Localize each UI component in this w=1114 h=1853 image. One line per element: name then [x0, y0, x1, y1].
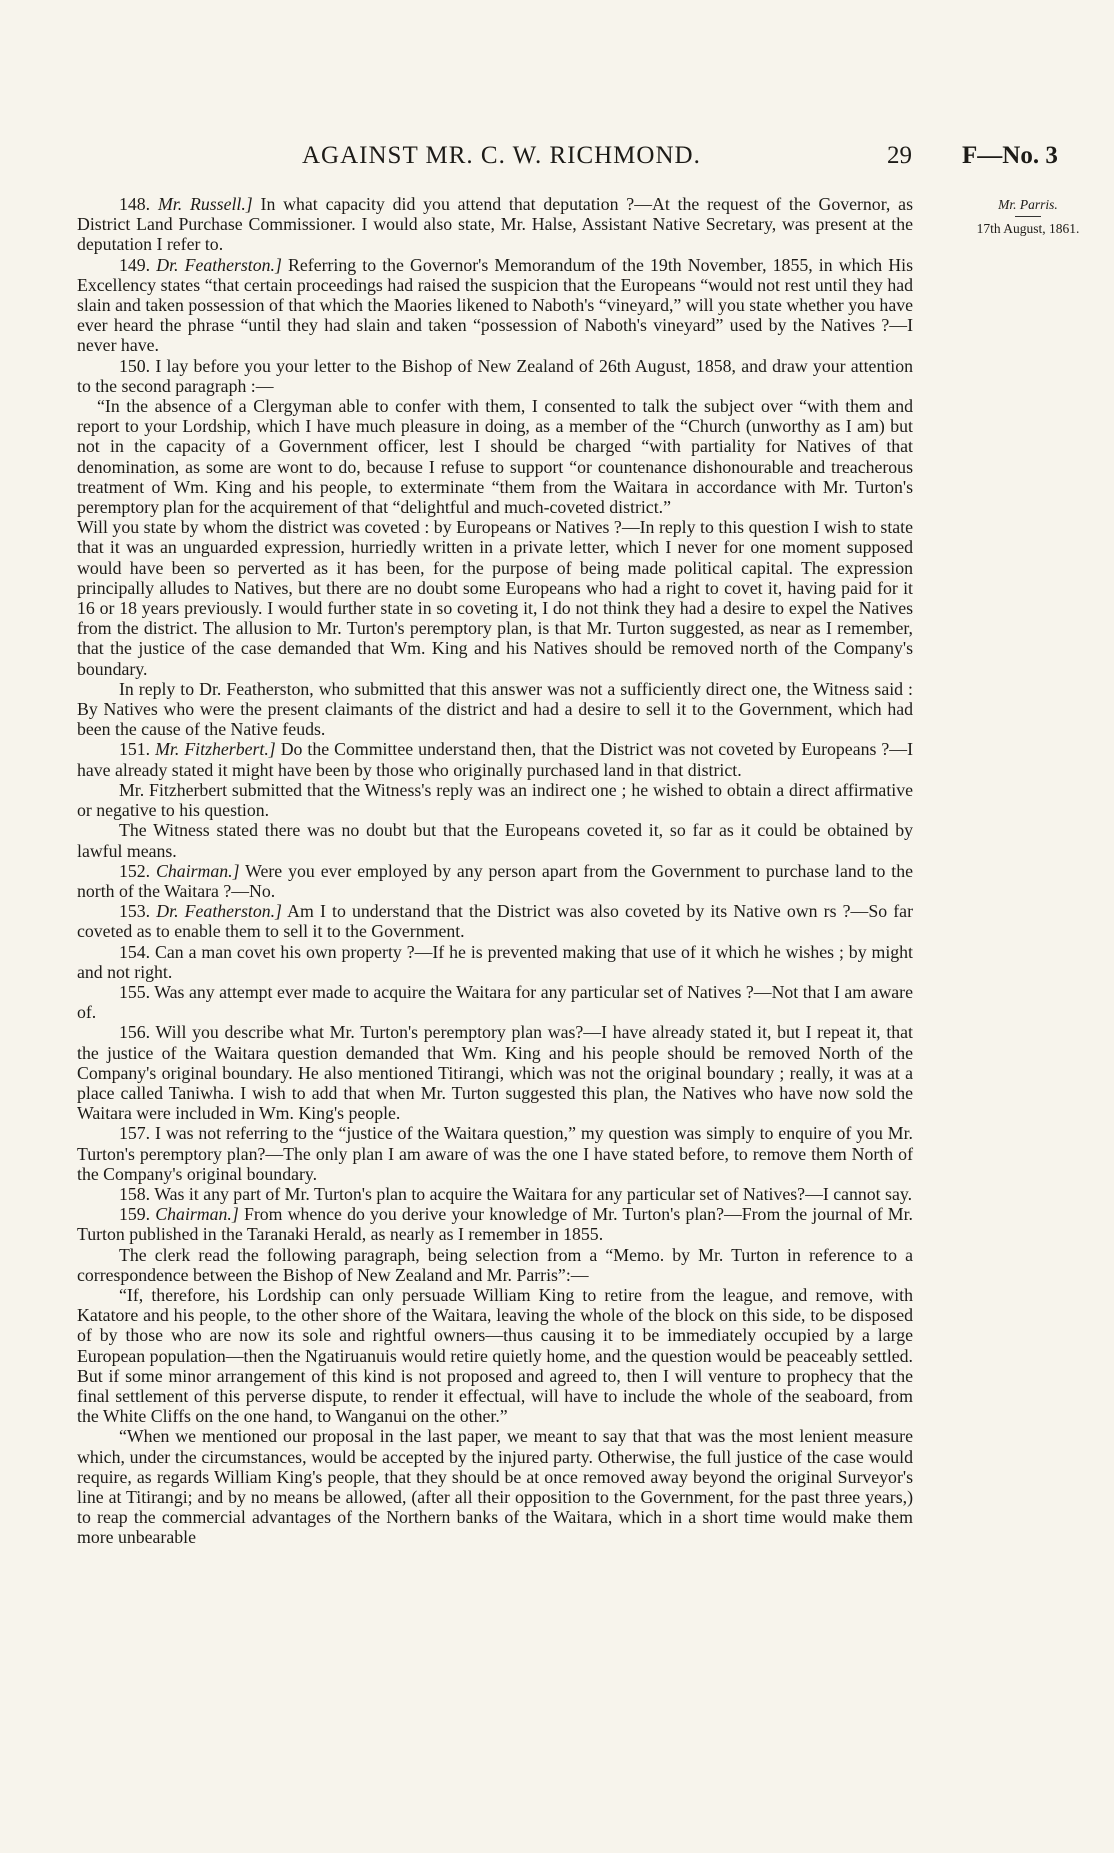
question-152: 152. Chairman.] Were you ever employed by any person apart from the Government to purchase land to the north of the Waitara ?—No.	[77, 860, 913, 901]
document-reference: F—No. 3	[962, 142, 1058, 169]
quoted-memo: “When we mentioned our proposal in the last paper, we meant to say that that was the most lenient measure which, under the circumstances, would be accepted by the injured party. Otherwise, the full justice of the case would require, as regards William King's people, that they should be at once removed away beyond the original Surveyor's line at Titirangi; and by no means be allowed, (after all their opposition to the Government, for the past three years,) to reap the commercial advantages of the Northern banks of the Waitara, which in a short time would make them more unbearable	[77, 1426, 913, 1548]
margin-date: 17th August, 1861.	[976, 221, 1080, 236]
quoted-letter: “In the absence of a Clergyman able to confer with them, I consented to talk the subject over “with them and report to your Lordship, which I have much pleasure in doing, as a member of the “Church (unworthy as I am) but not in the capacity of a Government officer, lest I should be charged “with partiality for Natives of that denomination, as some are wont to do, because I refuse to support “or countenance dishonourable and treacherous treatment of Wm. King and his people, to exterminate “them from the Waitara in accordance with Mr. Turton's peremptory plan for the acquirement of that “delightful and much-coveted district.”	[77, 396, 913, 518]
question-153: 153. Dr. Featherston.] Am I to understand that the District was also coveted by its Native own rs ?—So far coveted as to enable them to sell it to the Government.	[77, 901, 913, 942]
narrative-paragraph: The Witness stated there was no doubt but that the Europeans coveted it, so far as it could be obtained by lawful means.	[77, 820, 913, 861]
question-151: 151. Mr. Fitzherbert.] Do the Committee understand then, that the District was not coveted by Europeans ?—I have already stated it might have been by those who originally purchased land in that district.	[77, 739, 913, 780]
question-157: 157. I was not referring to the “justice of the Waitara question,” my question was simply to enquire of you Mr. Turton's peremptory plan?—The only plan I am aware of was the one I have stated before, to remove them North of the Company's original boundary.	[77, 1123, 913, 1184]
quoted-memo: “If, therefore, his Lordship can only persuade William King to retire from the league, and remove, with Katatore and his people, to the other shore of the Waitara, leaving the whole of the block on this side, to be disposed of by those who are now its sole and rightful owners—thus causing it to be immediately occupied by a large European population—then the Ngatiruanuis would retire quietly home, and the question would be peaceably settled. But if some minor arrangement of this kind is not proposed and agreed to, then I will venture to prophecy that the final settlement of this perverse dispute, to render it effectual, will have to include the whole of the seaboard, from the White Cliffs on the one hand, to Wanganui on the other.”	[77, 1284, 913, 1427]
answer-continuation: Will you state by whom the district was coveted : by Europeans or Natives ?—In reply to this question I wish to state that it was an unguarded expression, hurriedly written in a private letter, which I never for one moment supposed would have been so perverted as it has been, for the purpose of being made political capital. The expression principally alludes to Natives, but there are no doubt some Europeans who had a right to covet it, having paid for it 16 or 18 years previously. I would further state in so coveting it, I do not think they had a desire to expel the Natives from the district. The allusion to Mr. Turton's peremptory plan, is that Mr. Turton suggested, as near as I remember, that the justice of the case demanded that Wm. King and his Natives should be removed north of the Company's boundary.	[77, 517, 913, 679]
margin-divider	[1015, 216, 1041, 217]
question-159: 159. Chairman.] From whence do you derive your knowledge of Mr. Turton's plan?—From the journal of Mr. Turton published in the Taranaki Herald, as nearly as I remember in 1855.	[77, 1204, 914, 1245]
narrative-paragraph: Mr. Fitzherbert submitted that the Witness's reply was an indirect one ; he wished to obtain a direct affirmative or negative to his question.	[77, 779, 913, 821]
question-155: 155. Was any attempt ever made to acquire the Waitara for any particular set of Natives ?—Not that I am aware of.	[77, 981, 913, 1023]
margin-note	[958, 196, 1098, 237]
question-148: 148. Mr. Russell.] In what capacity did you attend that deputation ?—At the request of the Governor, as District Land Purchase Commissioner. I would also state, Mr. Halse, Assistant Native Secretary, was present at the deputation I refer to.	[77, 194, 913, 255]
document-body	[77, 194, 913, 1548]
page-number: 29	[887, 142, 912, 169]
page-header	[0, 142, 1114, 182]
question-150: 150. I lay before you your letter to the Bishop of New Zealand of 26th August, 1858, and draw your attention to the second paragraph :—	[77, 355, 913, 396]
question-158: 158. Was it any part of Mr. Turton's plan to acquire the Waitara for any particular set of Natives?—I cannot say.	[119, 1183, 913, 1204]
narrative-paragraph: In reply to Dr. Featherston, who submitted that this answer was not a sufficiently direct one, the Witness said : By Natives who were the present claimants of the district and had a desire to sell it to the Government, which had been the cause of the Native feuds.	[77, 678, 913, 740]
question-149: 149. Dr. Featherston.] Referring to the Governor's Memorandum of the 19th November, 1855, in which His Excellency states “that certain proceedings had raised the suspicion that the Europeans “would not rest until they had slain and taken possession of that which the Maories likened to Naboth's “vineyard,” will you state whether you have ever heard the phrase “until they had slain and taken “possession of Naboth's vineyard” used by the Natives ?—I never have.	[77, 254, 913, 356]
running-title: AGAINST MR. C. W. RICHMOND.	[302, 142, 701, 169]
margin-witness: Mr. Parris.	[998, 197, 1058, 212]
question-156: 156. Will you describe what Mr. Turton's peremptory plan was?—I have already stated it, but I repeat it, that the justice of the Waitara question demanded that Wm. King and his people should be removed North of the Company's original boundary. He also mentioned Titirangi, which was not the original boundary ; really, it was at a place called Taniwha. I wish to add that when Mr. Turton suggested this plan, the Natives who have now sold the Waitara were included in Wm. King's people.	[77, 1022, 913, 1124]
narrative-paragraph: The clerk read the following paragraph, being selection from a “Memo. by Mr. Turton in reference to a correspondence between the Bishop of New Zealand and Mr. Parris”:—	[77, 1244, 913, 1285]
question-154: 154. Can a man covet his own property ?—If he is prevented making that use of it which he wishes ; by might and not right.	[77, 941, 913, 982]
